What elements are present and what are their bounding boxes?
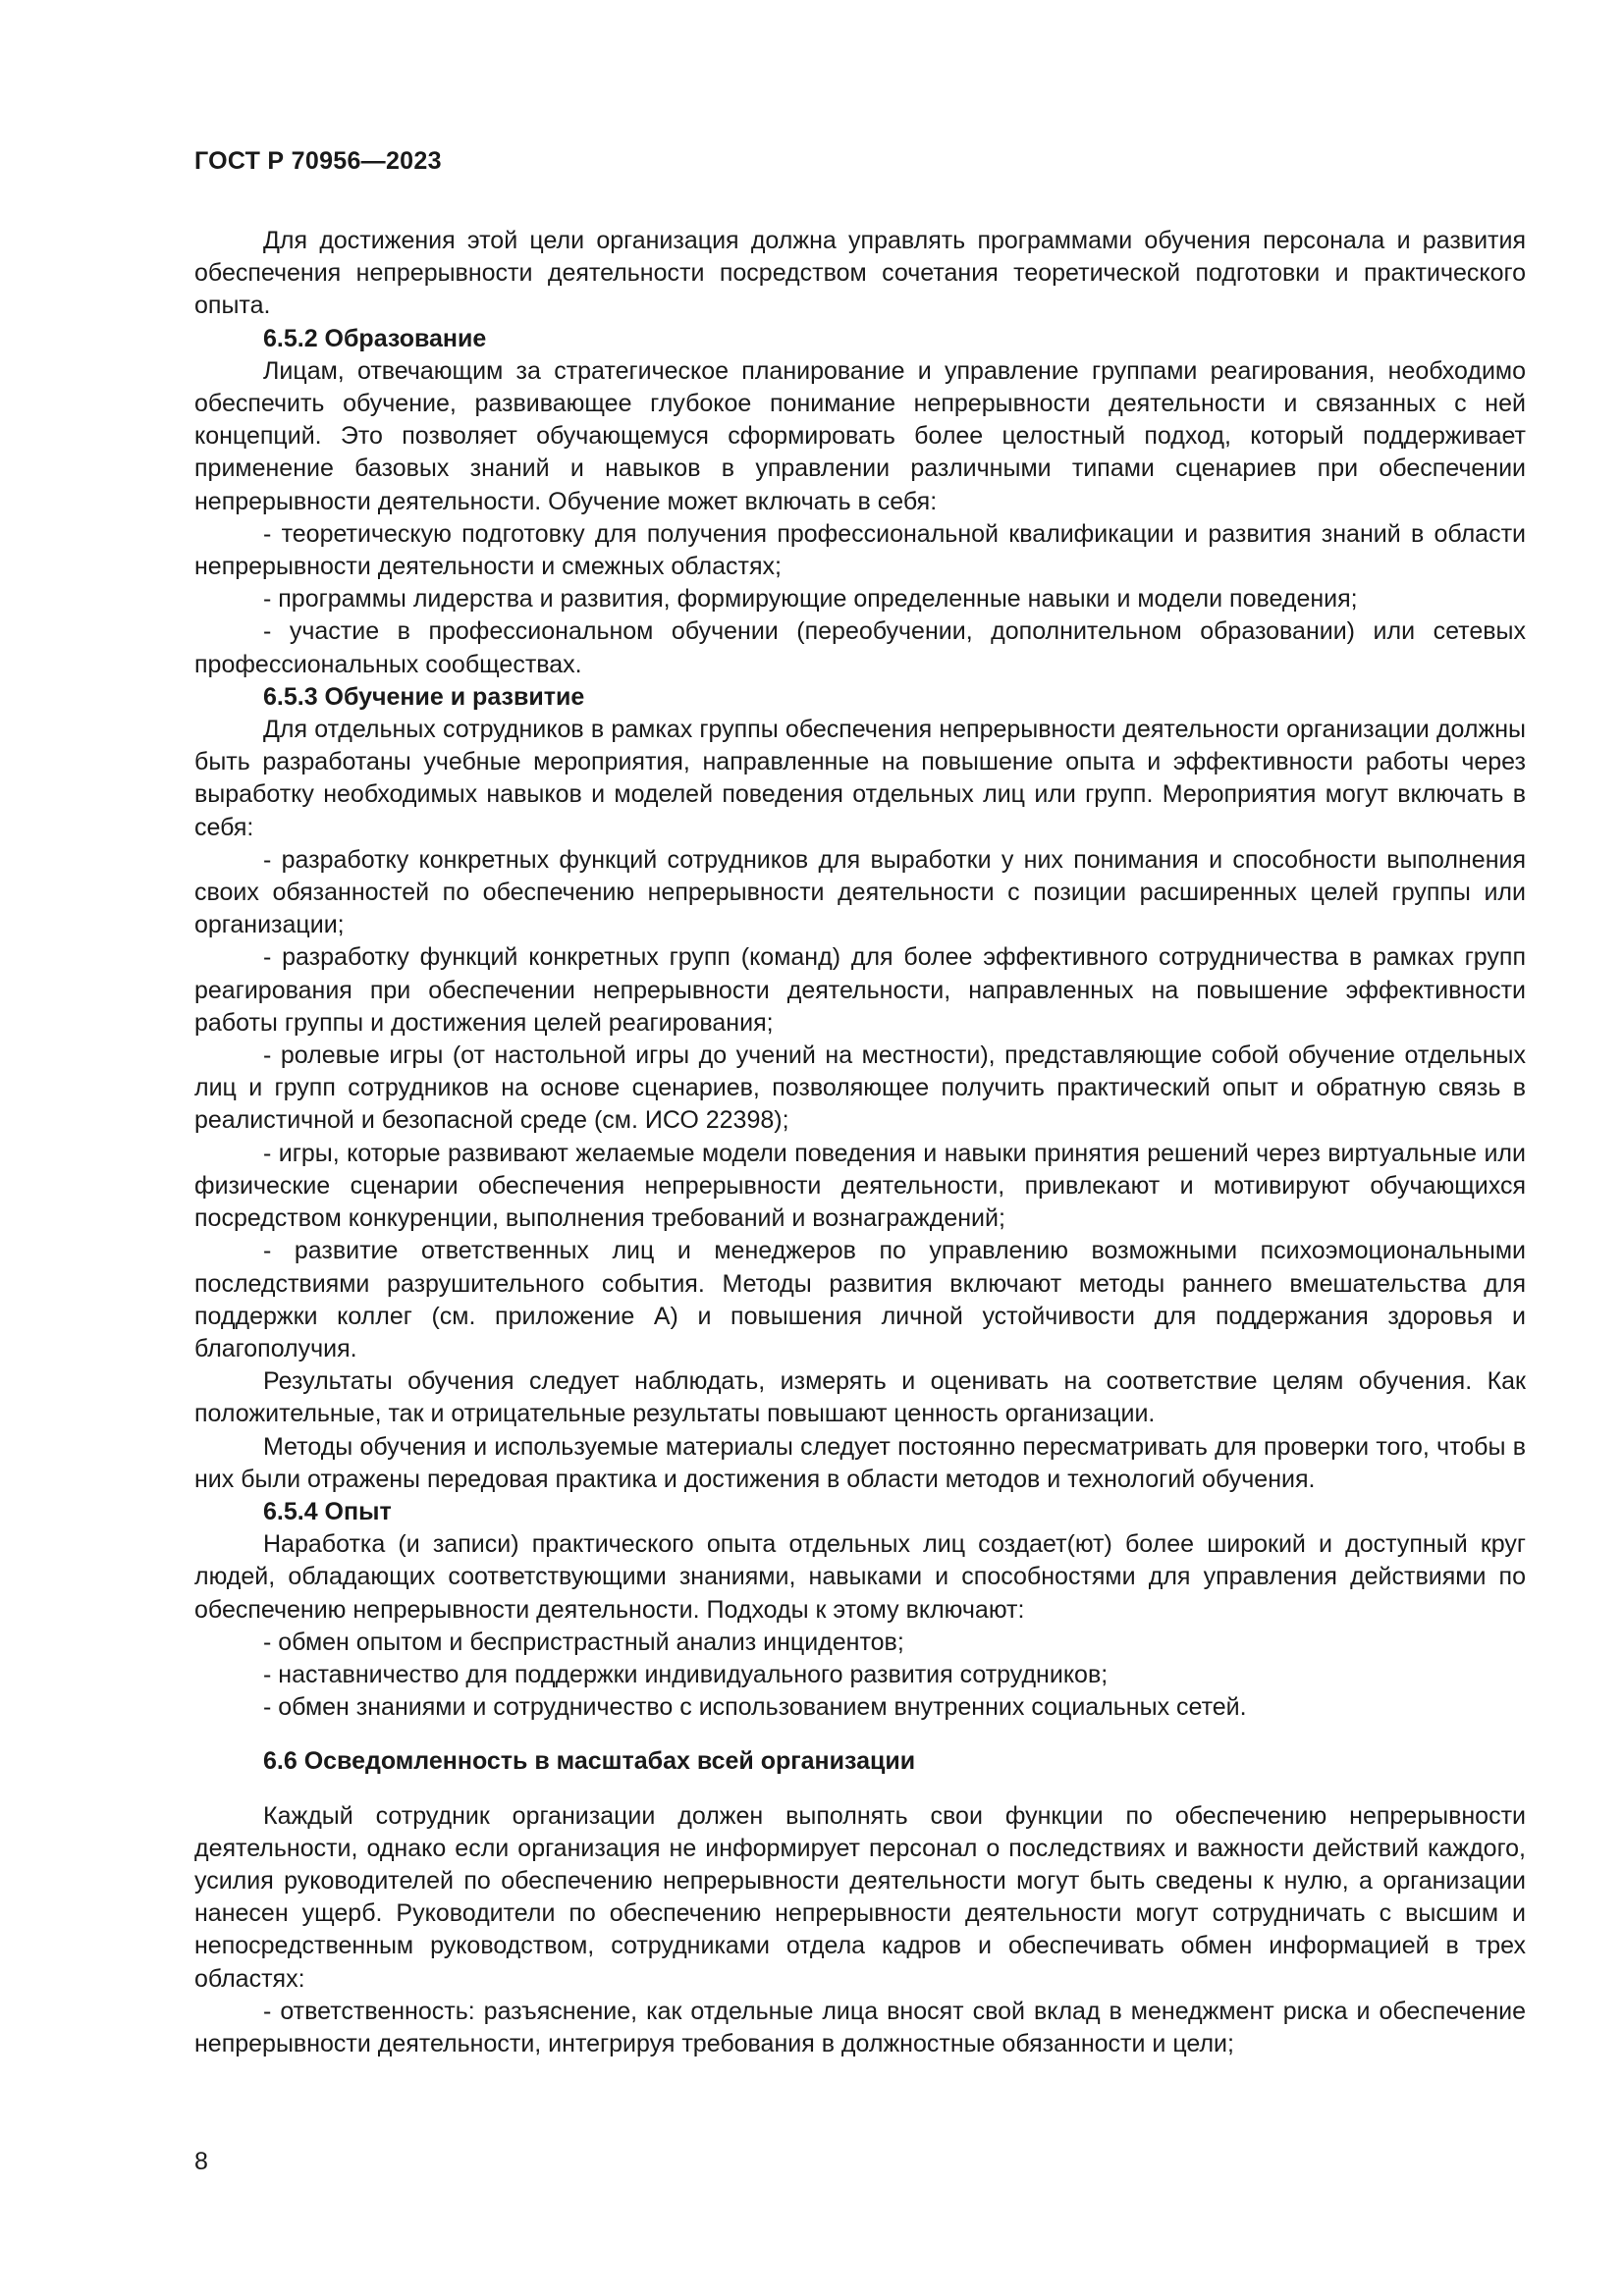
list-item: - разработку конкретных функций сотрудников для выработки у них понимания и способности выполнения своих обязанностей по обеспечению непрерывности деятельности с позиции расширенных целей группы или организации;	[194, 845, 1526, 939]
section-heading: 6.5.4 Опыт	[263, 1497, 392, 1525]
paragraph: Каждый сотрудник организации должен выполнять свои функции по обеспечению непрерывности деятельности, однако если организация не информирует персонал о последствиях и важности действий каждого, усилия руководителей по обеспечению непрерывности деятельности могут быть сведены к нулю, а организации нанесен ущерб. Руководители по обеспечению непрерывности деятельности могут сотрудничать с высшим и непосредственным руководством, сотрудниками отдела кадров и обеспечивать обмен информацией в трех областях:	[194, 1801, 1526, 1993]
section-heading: 6.5.3 Обучение и развитие	[263, 682, 585, 711]
paragraph: Для отдельных сотрудников в рамках группы обеспечения непрерывности деятельности организации должны быть разработаны учебные мероприятия, направленные на повышение опыта и эффективности работы через выработку необходимых навыков и моделей поведения отдельных лиц или групп. Мероприятия могут включать в себя:	[194, 716, 1526, 841]
list-item: - обмен опытом и беспристрастный анализ инцидентов;	[263, 1628, 904, 1656]
list-item: - ответственность: разъяснение, как отдельные лица вносят свой вклад в менеджмент риска и обеспечение непрерывности деятельности, интегрируя требования в должностные обязанности и цели;	[194, 1997, 1526, 2057]
section-heading: 6.6 Осведомленность в масштабах всей организации	[263, 1747, 916, 1776]
paragraph: Лицам, отвечающим за стратегическое планирование и управление группами реагирования, необходимо обеспечить обучение, развивающее глубокое понимание непрерывности деятельности и связанных с ней концепций. Это позволяет обучающемуся сформировать более целостный подход, который поддерживает применение базовых знаний и навыков в управлении различными типами сценариев при обеспечении непрерывности деятельности. Обучение может включать в себя:	[194, 356, 1526, 515]
list-item: - наставничество для поддержки индивидуального развития сотрудников;	[263, 1660, 1109, 1688]
paragraph: Наработка (и записи) практического опыта отдельных лиц создает(ют) более широкий и доступный круг людей, обладающих соответствующими знаниями, навыками и способностями для управления действиями по обеспечению непрерывности деятельности. Подходы к этому включают:	[194, 1530, 1526, 1624]
list-item: - участие в профессиональном обучении (переобучении, дополнительном образовании) или сетевых профессиональных сообществах.	[194, 617, 1526, 678]
list-item: - программы лидерства и развития, формирующие определенные навыки и модели поведения;	[263, 585, 1358, 614]
document-header: ГОСТ Р 70956—2023	[194, 147, 442, 175]
list-item: - обмен знаниями и сотрудничество с использованием внутренних социальных сетей.	[263, 1693, 1247, 1722]
paragraph: Для достижения этой цели организация должна управлять программами обучения персонала и развития обеспечения непрерывности деятельности посредством сочетания теоретической подготовки и практического опыта.	[194, 227, 1526, 320]
list-item: - разработку функций конкретных групп (команд) для более эффективного сотрудничества в рамках групп реагирования при обеспечении непрерывности деятельности, направленных на повышение эффективности работы группы и достижения целей реагирования;	[194, 943, 1526, 1037]
page-number: 8	[194, 2148, 208, 2175]
document-body	[194, 225, 1526, 2060]
list-item: - развитие ответственных лиц и менеджеров по управлению возможными психоэмоциональными последствиями разрушительного события. Методы развития включают методы раннего вмешательства для поддержки коллег (см. приложение А) и повышения личной устойчивости для поддержания здоровья и благополучия.	[194, 1237, 1526, 1362]
list-item: - игры, которые развивают желаемые модели поведения и навыки принятия решений через виртуальные или физические сценарии обеспечения непрерывности деятельности, привлекают и мотивируют обучающихся посредством конкуренции, выполнения требований и вознаграждений;	[194, 1139, 1526, 1233]
section-heading: 6.5.2 Образование	[263, 324, 487, 352]
list-item: - ролевые игры (от настольной игры до учений на местности), представляющие собой обучение отдельных лиц и групп сотрудников на основе сценариев, позволяющее получить практический опыт и обратную связь в реалистичной и безопасной среде (см. ИСО 22398);	[194, 1041, 1526, 1135]
paragraph: Методы обучения и используемые материалы следует постоянно пересматривать для проверки того, чтобы в них были отражены передовая практика и достижения в области методов и технологий обучения.	[194, 1432, 1526, 1493]
list-item: - теоретическую подготовку для получения профессиональной квалификации и развития знаний в области непрерывности деятельности и смежных областях;	[194, 519, 1526, 581]
paragraph: Результаты обучения следует наблюдать, измерять и оценивать на соответствие целям обучения. Как положительные, так и отрицательные результаты повышают ценность организации.	[194, 1367, 1526, 1428]
